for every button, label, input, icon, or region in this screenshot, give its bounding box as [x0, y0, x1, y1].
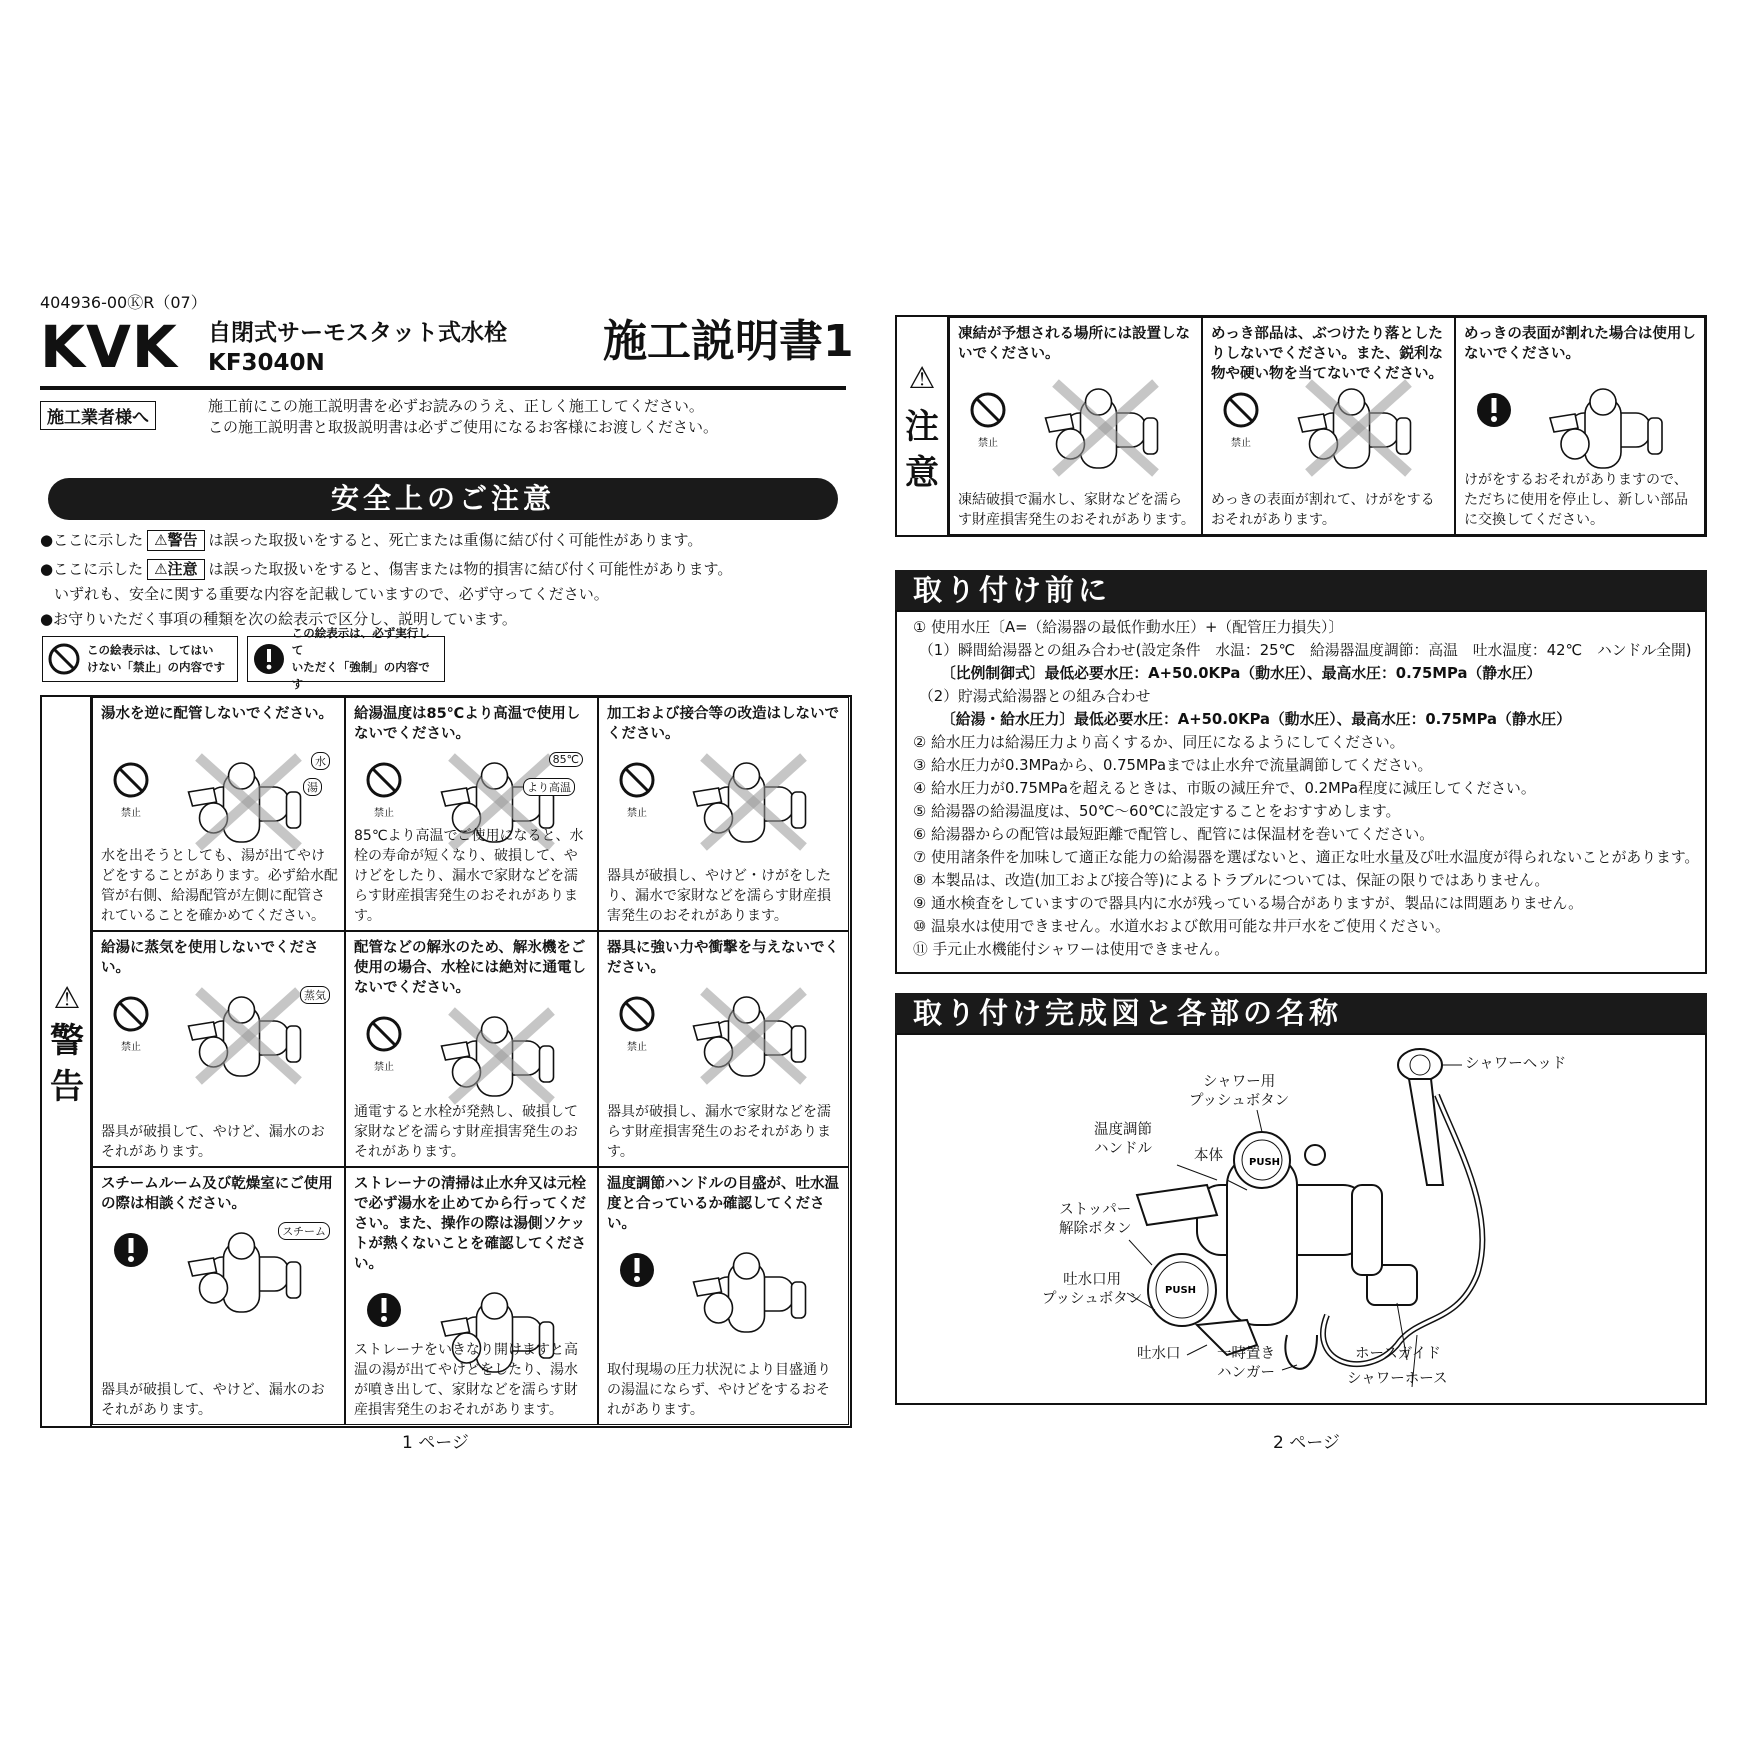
prohibit-label: 禁止 [1231, 438, 1251, 449]
illustration-callout: 蒸気 [300, 986, 330, 1004]
warning-3-description: 器具が破損し、やけど・けがをしたり、漏水で家財などを濡らす財産損害発生のおそれがあります。 [607, 868, 831, 924]
mandatory-icon [617, 1250, 657, 1290]
before-install-item: ⑥ 給湯器からの配管は最短距離で配管し、配管には保温材を巻いてください。 [913, 826, 1435, 843]
diagram-box [895, 1033, 1707, 1405]
warning-4-description: 器具が破損して、やけど、漏水のおそれがあります。 [101, 1124, 325, 1160]
faucet-illustration [163, 752, 334, 852]
caution-tag: ⚠注意 [147, 559, 204, 580]
warning-9-illustration [669, 1242, 838, 1342]
caution-3-cell [1455, 317, 1705, 535]
caution-2-illustration [1273, 378, 1444, 478]
prohibit-label: 禁止 [121, 1042, 141, 1053]
prohibit-icon [364, 1014, 404, 1054]
warning-4-cell [92, 931, 345, 1167]
caution-2-description: めっきの表面が割れて、けがをするおそれがあります。 [1211, 492, 1435, 528]
warning-2-symbol [358, 760, 410, 819]
before-install-box [895, 610, 1707, 974]
caution-3-illustration [1526, 378, 1694, 478]
model-number: KF3040N [208, 350, 325, 376]
document-number: 404936-00ⓀR（07） [40, 293, 207, 312]
warning-8-title: ストレーナの清掃は止水弁又は元栓で必ず湯水を止めてから行ってください。また、操作の際は湯側ソケットが熱くないことを確認してください。 [354, 1176, 586, 1272]
warning-1-title: 湯水を逆に配管しないでください。 [101, 706, 333, 722]
illustration-callout: スチーム [278, 1222, 330, 1240]
before-install-list [913, 616, 1701, 961]
bullet-note: いずれも、安全に関する重要な内容を記載していますので、必ず守ってください。 [54, 585, 609, 603]
warning-4-title: 給湯に蒸気を使用しないでください。 [101, 940, 319, 976]
faucet-illustration [669, 986, 838, 1086]
caution-1-description: 凍結破損で漏水し、家財などを濡らす財産損害発生のおそれがあります。 [958, 492, 1195, 528]
warning-1-illustration [163, 752, 334, 852]
label-stopper: ストッパー 解除ボタン [1059, 1202, 1132, 1237]
caution-2-cell [1202, 317, 1455, 535]
faucet-illustration [669, 752, 838, 852]
prohibit-label: 禁止 [627, 1042, 647, 1053]
label-spout: 吐水口 [1137, 1346, 1181, 1362]
warning-5-symbol [358, 1014, 410, 1073]
mandatory-icon [252, 642, 286, 676]
caution-1-symbol [962, 390, 1014, 449]
warning-7-symbol [105, 1230, 157, 1274]
warning-6-illustration [669, 986, 838, 1086]
caution-2-title: めっき部品は、ぶつけたり落としたりしないでください。また、鋭利な物や硬い物を当てないでください。 [1211, 326, 1443, 382]
warning-4-symbol [105, 994, 157, 1053]
label-body: 本体 [1194, 1148, 1223, 1164]
prohibit-label: 禁止 [374, 1062, 394, 1073]
mandatory-icon [364, 1290, 404, 1330]
faucet-illustration [1273, 378, 1444, 478]
before-install-item: 〔比例制御式〕最低必要水圧：A+50.0KPa（動水圧）、最高水圧：0.75MPa（静水圧） [941, 665, 1542, 682]
warning-1-description: 水を出そうとしても、湯が出てやけどをすることがあります。必ず給水配管が右側、給湯配管が左側に配管されていることを確かめてください。 [101, 848, 338, 924]
diagram-heading: 取り付け完成図と各部の名称 [895, 993, 1707, 1033]
warning-6-symbol [611, 994, 663, 1053]
faucet-illustration [1020, 378, 1191, 478]
warning-side-label: ⚠ 警 告 [42, 697, 92, 1426]
prohibit-label: 禁止 [121, 808, 141, 819]
caution-2-symbol [1215, 390, 1267, 449]
prohibit-icon [968, 390, 1008, 430]
caution-1-title: 凍結が予想される場所には設置しないでください。 [958, 326, 1190, 362]
warning-9-cell [598, 1167, 849, 1425]
warning-7-illustration [163, 1222, 334, 1322]
warning-1-cell [92, 697, 345, 931]
warning-8-cell [345, 1167, 598, 1425]
illustration-callout: 85℃ [549, 752, 583, 767]
prohibit-icon [617, 994, 657, 1034]
bullet-warning: ●ここに示した ⚠警告 は誤った取扱いをすると、死亡または重傷に結び付く可能性があります。 [40, 531, 703, 549]
warning-7-description: 器具が破損して、やけど、漏水のおそれがあります。 [101, 1382, 325, 1418]
caution-triangle-icon: ⚠ [908, 361, 936, 396]
label-shower-push: シャワー用 プッシュボタン [1189, 1074, 1290, 1109]
prohibit-icon [1221, 390, 1261, 430]
caution-1-cell [949, 317, 1202, 535]
warning-9-title: 温度調節ハンドルの目盛が、吐水温度と合っているか確認してください。 [607, 1176, 839, 1232]
before-install-item: ⑤ 給湯器の給湯温度は、50℃〜60℃に設定することをおすすめします。 [913, 803, 1401, 820]
faucet-diagram [897, 1035, 1705, 1403]
warning-9-symbol [611, 1250, 663, 1294]
prohibit-icon [111, 994, 151, 1034]
caution-3-symbol [1468, 390, 1520, 434]
prohibit-label: 禁止 [627, 808, 647, 819]
before-install-item: ⑧ 本製品は、改造(加工および接合等)によるトラブルについては、保証の限りではありません。 [913, 872, 1550, 889]
installer-notice: 施工前にこの施工説明書を必ずお読みのうえ、正しく施工してください。 この施工説明書と取扱説明書は必ずご使用になるお客様にお渡しください。 [208, 397, 719, 436]
warning-3-symbol [611, 760, 663, 819]
prohibit-icon [47, 642, 81, 676]
installer-label: 施工業者様へ [40, 401, 156, 430]
label-hose-guide: ホースガイド [1355, 1346, 1441, 1362]
warning-triangle-icon: ⚠ [53, 981, 81, 1016]
safety-heading: 安全上のご注意 [48, 478, 838, 520]
before-install-item: ③ 給水圧力が0.3MPaから、0.75MPaまでは止水弁で流量調節してください。 [913, 757, 1433, 774]
warning-2-cell [345, 697, 598, 931]
faucet-illustration [416, 1006, 587, 1106]
before-install-heading: 取り付け前に [895, 570, 1707, 610]
warning-8-symbol [358, 1290, 410, 1334]
warning-5-illustration [416, 1006, 587, 1106]
warning-6-description: 器具が破損し、漏水で家財などを濡らす財産損害発生のおそれがあります。 [607, 1104, 831, 1160]
label-temp-handle: 温度調節 ハンドル [1094, 1122, 1152, 1157]
warning-8-description: ストレーナをいきなり開けますと高温の湯が出てやけどをしたり、湯水が噴き出して、家財などを濡らす財産損害発生のおそれがあります。 [354, 1342, 578, 1418]
illustration-callout: より高温 [523, 778, 575, 796]
warning-2-title: 給湯温度は85℃より高温で使用しないでください。 [354, 706, 581, 742]
warning-grid [40, 695, 852, 1428]
caution-side-label: ⚠ 注 意 [897, 317, 949, 535]
page-1 [40, 290, 860, 1453]
before-install-item: ⑦ 使用諸条件を加味して適正な能力の給湯器を選ばないと、適正な吐水量及び吐水温度が得られないことがあります。 [913, 849, 1700, 866]
before-install-item: ⑩ 温泉水は使用できません。水道水および飲用可能な井戸水をご使用ください。 [913, 918, 1450, 935]
label-shower-head: シャワーヘッド [1465, 1056, 1567, 1072]
before-install-item: ② 給水圧力は給湯圧力より高くするか、同圧になるようにしてください。 [913, 734, 1405, 751]
legend-prohibit: この絵表示は、してはい けない「禁止」の内容です [42, 636, 238, 682]
push-label-shower: PUSH [1249, 1157, 1281, 1168]
before-install-item: ⑪ 手元止水機能付シャワーは使用できません。 [913, 941, 1230, 958]
before-install-item: 〔給湯・給水圧力〕最低必要水圧：A+50.0KPa（動水圧）、最高水圧：0.75MPa（静水圧） [941, 711, 1572, 728]
warning-7-cell [92, 1167, 345, 1425]
warning-3-title: 加工および接合等の改造はしないでください。 [607, 706, 839, 742]
warning-6-cell [598, 931, 849, 1167]
bullet-legend-intro: ●お守りいただく事項の種類を次の絵表示で区分し、説明しています。 [40, 610, 517, 628]
push-label-spout: PUSH [1165, 1285, 1197, 1296]
page-2 [895, 315, 1715, 1453]
warning-4-illustration [163, 986, 334, 1086]
caution-grid [895, 315, 1707, 537]
warning-5-cell [345, 931, 598, 1167]
brand-logo: KVK [40, 313, 178, 381]
product-name: 自閉式サーモスタット式水栓 [208, 320, 507, 346]
prohibit-icon [364, 760, 404, 800]
before-install-item: ④ 給水圧力が0.75MPaを超えるときは、市販の減圧弁で、0.2MPa程度に減圧してください。 [913, 780, 1536, 797]
illustration-callout: 湯 [303, 778, 322, 796]
prohibit-label: 禁止 [978, 438, 998, 449]
mandatory-icon [1474, 390, 1514, 430]
warning-9-description: 取付現場の圧力状況により目盛通りの湯温にならず、やけどをするおそれがあります。 [607, 1362, 831, 1418]
before-install-item: ⑨ 通水検査をしていますので器具内に水が残っている場合がありますが、製品には問題ありません。 [913, 895, 1583, 912]
warning-1-symbol [105, 760, 157, 819]
prohibit-label: 禁止 [374, 808, 394, 819]
bullet-caution: ●ここに示した ⚠注意 は誤った取扱いをすると、傷害または物的損害に結び付く可能性があります。 [40, 560, 733, 578]
product-title [208, 318, 507, 378]
header-rule [40, 386, 846, 390]
warning-5-description: 通電すると水栓が発熱し、破損して家財などを濡らす財産損害発生のおそれがあります。 [354, 1104, 578, 1160]
faucet-illustration [669, 1242, 838, 1342]
warning-5-title: 配管などの解氷のため、解氷機をご使用の場合、水栓には絶対に通電しないでください。 [354, 940, 586, 996]
warning-7-title: スチームルーム及び乾燥室にご使用の際は相談ください。 [101, 1176, 333, 1212]
page-number: 1 ページ [402, 1433, 469, 1453]
document-title: 施工説明書1 [603, 316, 854, 367]
mandatory-icon [111, 1230, 151, 1270]
caution-3-title: めっきの表面が割れた場合は使用しないでください。 [1464, 326, 1696, 362]
prohibit-icon [111, 760, 151, 800]
warning-tag: ⚠警告 [147, 530, 204, 551]
page-number: 2 ページ [1273, 1433, 1340, 1453]
shower-head-drawing [1398, 1049, 1443, 1185]
before-install-item: （2）貯湯式給湯器との組み合わせ [919, 688, 1151, 705]
warning-6-title: 器具に強い力や衝撃を与えないでください。 [607, 940, 839, 976]
caution-3-description: けがをするおそれがありますので、ただちに使用を停止し、新しい部品に交換してください。 [1464, 472, 1688, 528]
safety-bullets [40, 528, 850, 632]
caution-1-illustration [1020, 378, 1191, 478]
illustration-callout: 水 [311, 752, 330, 770]
before-install-item: （1）瞬間給湯器との組み合わせ(設定条件 水温：25℃ 給湯器温度調節：高温 吐水温度：42℃ ハンドル全開) [919, 642, 1692, 659]
warning-3-illustration [669, 752, 838, 852]
before-install-item: ① 使用水圧〔A=（給湯器の最低作動水圧）+（配管圧力損失）〕 [913, 619, 1344, 636]
label-shower-hose: シャワーホース [1347, 1371, 1448, 1387]
prohibit-icon [617, 760, 657, 800]
warning-2-description: 85℃より高温でご使用になると、水栓の寿命が短くなり、破損して、やけどをしたり、漏水で家財などを濡らす財産損害発生のおそれがあります。 [354, 828, 584, 924]
faucet-illustration [1526, 378, 1694, 478]
legend-mandatory: この絵表示は、必ず実行して いただく「強制」の内容です [247, 636, 445, 682]
label-hanger: 一時置き ハンガー [1217, 1346, 1275, 1381]
warning-3-cell [598, 697, 849, 931]
label-spout-push: 吐水口用 プッシュボタン [1042, 1272, 1143, 1307]
